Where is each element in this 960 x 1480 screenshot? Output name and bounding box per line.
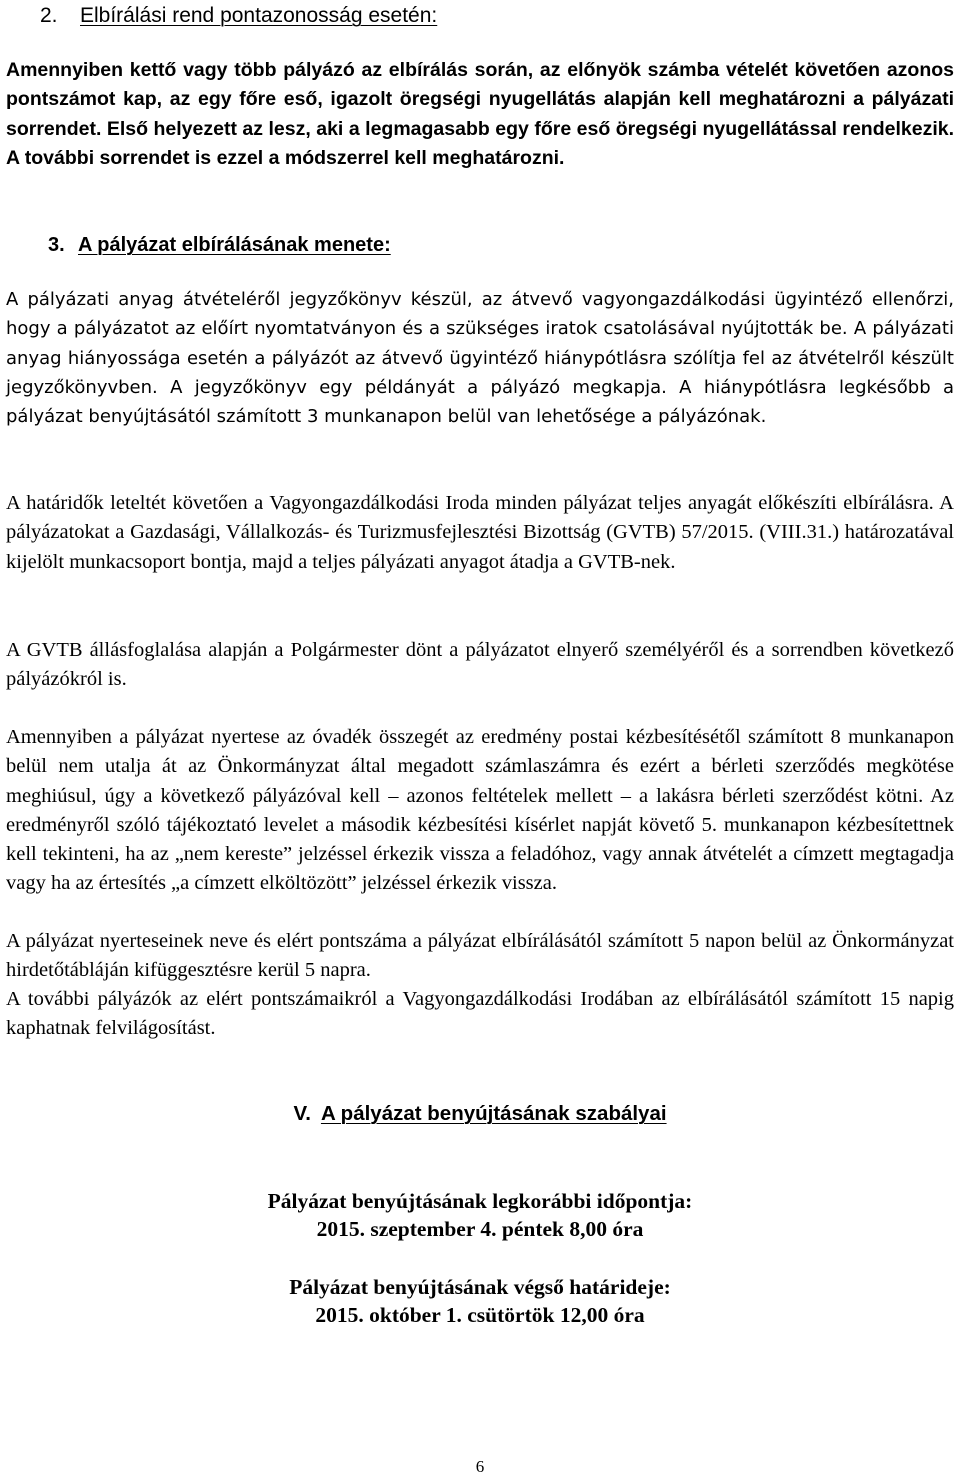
section-3-paragraph-3: A GVTB állásfoglalása alapján a Polgármester dönt a pályázatot elnyerő személyéről és a sorrendben következő pályázókról is. — [6, 639, 954, 691]
page-number: 6 — [475, 1457, 485, 1476]
deadline-value: 2015. október 1. csütörtök 12,00 óra — [315, 1303, 645, 1327]
section-3-number: 3. — [48, 234, 65, 256]
section-v-title: A pályázat benyújtásának szabályai — [320, 1102, 667, 1125]
section-v-heading — [0, 1100, 960, 1128]
section-3-paragraph-1: A pályázati anyag átvételéről jegyzőkönyv készül, az átvevő vagyongazdálkodási ügyintéző ellenőrzi, hogy a pályázatot az előírt nyomtatványon és a szükséges iratok csatolásával nyújtották be. A pályázati anyag hiányossága esetén a pályázót az átvevő ügyintéző hiánypótlásra szólítja fel az átvételről készült jegyzőkönyvben. A jegyzőkönyv egy példányát a pályázó megkapja. A hiánypótlásra legkésőbb a pályázat benyújtásától számított 3 munkanapon belül van lehetősége a pályázónak. — [6, 289, 954, 428]
earliest-submission-value: 2015. szeptember 4. péntek 8,00 óra — [316, 1217, 644, 1241]
deadline-block — [0, 1273, 960, 1329]
section-2-title: Elbírálási rend pontazonosság esetén: — [80, 4, 438, 27]
section-3-paragraph-5: A pályázat nyerteseinek neve és elért pontszáma a pályázat elbírálásától számított 5 napon belül az Önkormányzat hirdetőtábláján kifüggesztésre kerül 5 napra. — [6, 930, 954, 982]
section-3-paragraph-2: A határidők leteltét követően a Vagyongazdálkodási Iroda minden pályázat teljes anyagát előkészíti elbírálásra. A pályázatokat a Gazdasági, Vállalkozás- és Turizmusfejlesztési Bizottság (GVTB) 57/2015. (VIII.31.) határozatával kijelölt munkacsoport bontja, majd a teljes pályázati anyagot átadja a GVTB-nek. — [6, 492, 954, 573]
earliest-submission-label: Pályázat benyújtásának legkorábbi időpontja: — [267, 1189, 693, 1213]
section-2-paragraph: Amennyiben kettő vagy több pályázó az elbírálás során, az előnyök számba vételét követően azonos pontszámot kap, az egy főre eső, igazolt öregségi nyugellátás alapján kell meghatározni a pályázati sorrendet. Első helyezett az lesz, aki a legmagasabb egy főre eső öregségi nyugellátással rendelkezik. A további sorrendet is ezzel a módszerrel kell meghatározni. — [6, 59, 954, 169]
deadline-label: Pályázat benyújtásának végső határideje: — [289, 1275, 671, 1299]
section-v-number: V. — [293, 1102, 311, 1125]
section-2-heading — [40, 2, 437, 30]
earliest-submission-block — [0, 1187, 960, 1243]
section-3-title: A pályázat elbírálásának menete: — [78, 234, 391, 256]
section-3-heading — [48, 231, 391, 259]
section-3-paragraph-4: Amennyiben a pályázat nyertese az óvadék összegét az eredmény postai kézbesítésétől számított 8 munkanapon belül nem utalja át az Önkormányzat által megadott számlaszámra és ezért a bérleti szerződés megkötése meghiúsul, úgy a következő pályázóval kell – azonos feltételek mellett – a lakásra bérleti szerződést kötni. Az eredményről szóló tájékoztató levelet a második kézbesítési kísérlet napját követő 5. munkanapon kézbesítettnek kell tekinteni, ha az „nem kereste” jelzéssel érkezik vissza a feladóhoz, vagy annak átvételét a címzett megtagadja vagy ha az értesítés „a címzett elköltözött” jelzéssel érkezik vissza. — [6, 726, 954, 895]
section-3-paragraph-6: A további pályázók az elért pontszámaikról a Vagyongazdálkodási Irodában az elbírálásától számított 15 napig kaphatnak felvilágosítást. — [6, 988, 954, 1040]
section-2-number: 2. — [40, 4, 58, 27]
